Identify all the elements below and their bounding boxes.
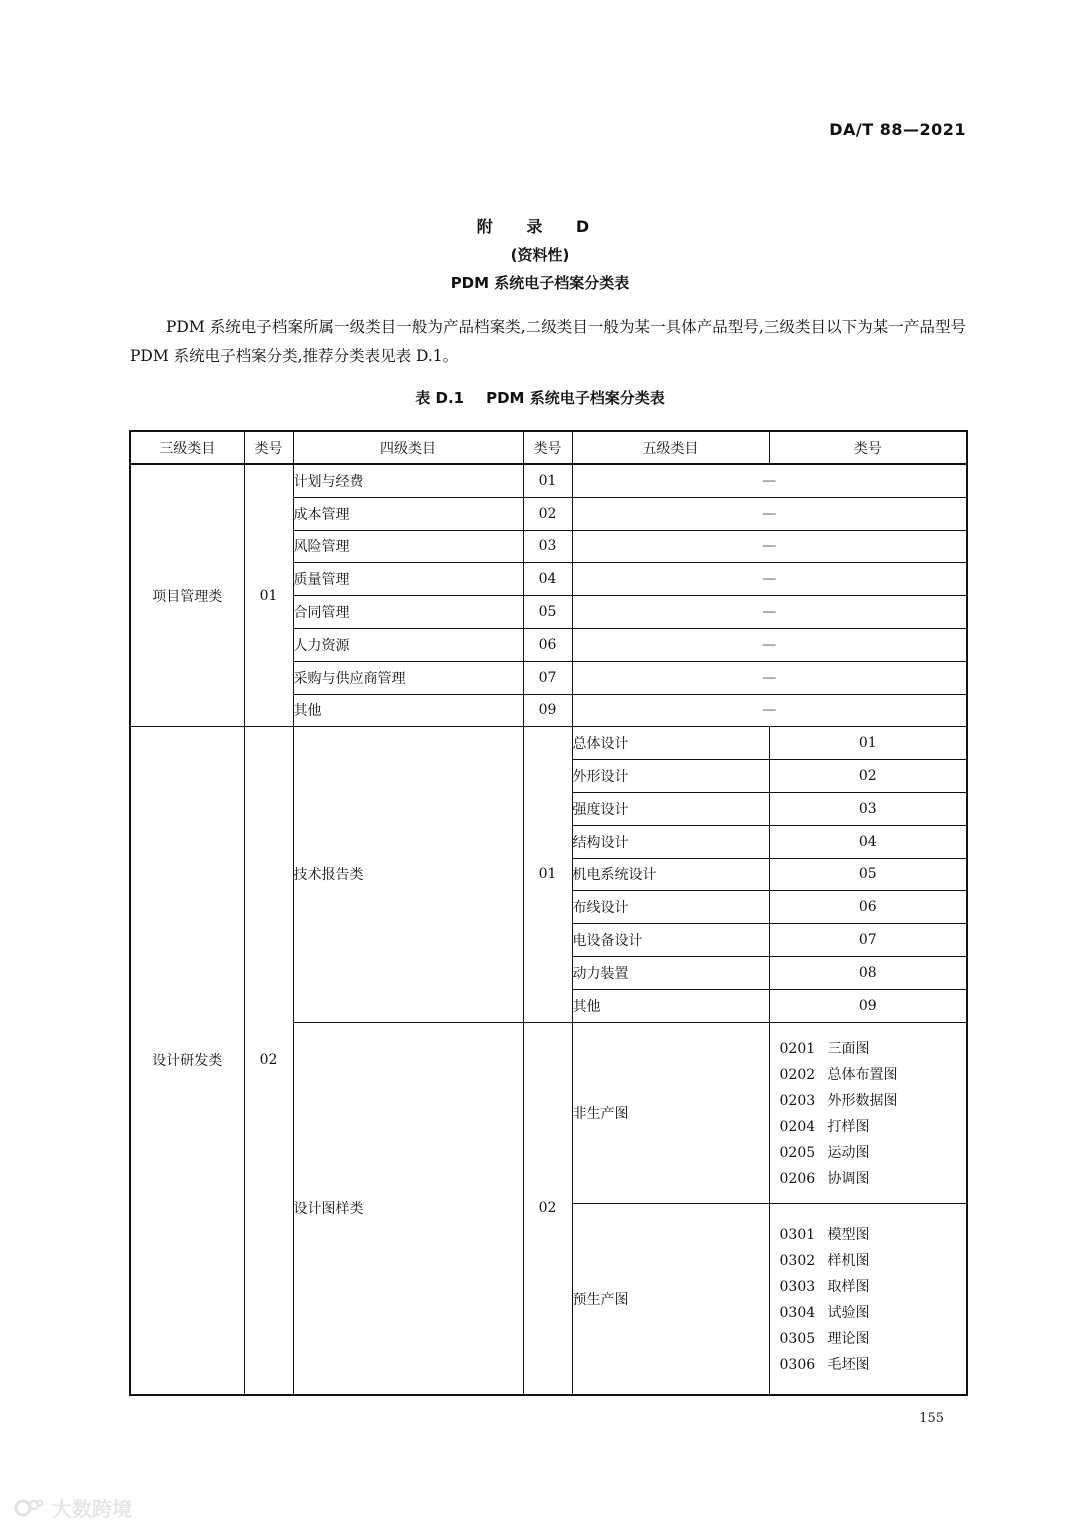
level4-name: 其他 — [293, 694, 523, 727]
document-code: DA/T 88—2021 — [829, 120, 966, 139]
appendix-nature: (资料性) — [510, 246, 570, 264]
level5-code: 07 — [769, 924, 967, 957]
level4-code: 09 — [523, 694, 572, 727]
drawing-code: 0202 — [779, 1066, 816, 1083]
table-row — [130, 464, 967, 497]
level4-code: 01 — [523, 464, 572, 497]
level5-name: 外形设计 — [572, 760, 769, 793]
level3-code: 02 — [244, 727, 293, 1395]
level5-name: 动力装置 — [572, 956, 769, 989]
drawing-code-name: 试验图 — [827, 1304, 870, 1321]
level5-code: 08 — [769, 956, 967, 989]
level4-name: 风险管理 — [293, 530, 523, 563]
level3-name: 项目管理类 — [130, 464, 244, 727]
level5-code: 06 — [769, 891, 967, 924]
level5-name: 结构设计 — [572, 825, 769, 858]
drawing-code: 0301 — [779, 1226, 816, 1243]
watermark — [14, 1493, 132, 1522]
drawing-code-name: 样机图 — [827, 1252, 870, 1269]
drawing-code-name: 总体布置图 — [827, 1066, 898, 1083]
drawing-code-name: 运动图 — [827, 1144, 870, 1161]
level4-code: 07 — [523, 661, 572, 694]
drawing-code-list — [769, 1022, 967, 1203]
page-number: 155 — [919, 1411, 944, 1426]
level4-code: 02 — [523, 497, 572, 530]
empty-dash: — — [572, 596, 967, 629]
table-caption-title: PDM 系统电子档案分类表 — [486, 389, 665, 407]
level5-code: 03 — [769, 792, 967, 825]
drawing-code-line — [780, 1274, 967, 1300]
intro-paragraph: PDM 系统电子档案所属一级类目一般为产品档案类,二级类目一般为某一具体产品型号,三级类目以下为某一产品型号 PDM 系统电子档案分类,推荐分类表见表 D.1。 — [130, 318, 966, 365]
level4-code: 03 — [523, 530, 572, 563]
empty-dash: — — [572, 694, 967, 727]
level5-name: 非生产图 — [572, 1022, 769, 1203]
drawing-code: 0302 — [779, 1252, 816, 1269]
header-code4: 类号 — [523, 431, 572, 464]
empty-dash: — — [572, 464, 967, 497]
header-code3: 类号 — [244, 431, 293, 464]
level4-name: 技术报告类 — [293, 727, 523, 1022]
drawing-code: 0205 — [779, 1144, 816, 1161]
header-code5: 类号 — [769, 431, 967, 464]
drawing-code: 0201 — [779, 1040, 816, 1057]
empty-dash: — — [572, 497, 967, 530]
level4-code: 04 — [523, 563, 572, 596]
drawing-code-line — [780, 1222, 967, 1248]
level5-code: 05 — [769, 858, 967, 891]
drawing-code: 0303 — [779, 1278, 816, 1295]
level5-name: 机电系统设计 — [572, 858, 769, 891]
level5-code: 01 — [769, 727, 967, 760]
drawing-code-name: 三面图 — [827, 1040, 870, 1057]
drawing-code-name: 理论图 — [827, 1330, 870, 1347]
table-header-row — [130, 431, 967, 464]
level5-name: 其他 — [572, 989, 769, 1022]
level4-name: 成本管理 — [293, 497, 523, 530]
drawing-code: 0203 — [779, 1092, 816, 1109]
drawing-code-name: 毛坯图 — [827, 1356, 870, 1373]
level4-name: 计划与经费 — [293, 464, 523, 497]
drawing-code-line — [780, 1062, 967, 1088]
drawing-code-line — [780, 1352, 967, 1378]
level4-code: 02 — [523, 1022, 572, 1395]
drawing-code-name: 打样图 — [827, 1118, 870, 1135]
drawing-code-line — [780, 1326, 967, 1352]
level5-code: 09 — [769, 989, 967, 1022]
drawing-code: 0306 — [779, 1356, 816, 1373]
drawing-code-line — [780, 1036, 967, 1062]
level5-name: 布线设计 — [572, 891, 769, 924]
drawing-code: 0206 — [779, 1170, 816, 1187]
header-level3: 三级类目 — [130, 431, 244, 464]
level5-name: 预生产图 — [572, 1203, 769, 1395]
drawing-code: 0204 — [779, 1118, 816, 1135]
drawing-code-line — [780, 1300, 967, 1326]
empty-dash: — — [572, 563, 967, 596]
drawing-code-list — [769, 1203, 967, 1395]
drawing-code-line — [780, 1114, 967, 1140]
drawing-code: 0305 — [779, 1330, 816, 1347]
drawing-code-name: 外形数据图 — [827, 1092, 898, 1109]
empty-dash: — — [572, 661, 967, 694]
watermark-logo-icon — [14, 1497, 44, 1519]
empty-dash: — — [572, 530, 967, 563]
level5-code: 02 — [769, 760, 967, 793]
header-level4: 四级类目 — [293, 431, 523, 464]
level4-name: 采购与供应商管理 — [293, 661, 523, 694]
drawing-code-line — [780, 1140, 967, 1166]
level4-name: 人力资源 — [293, 628, 523, 661]
level4-code: 06 — [523, 628, 572, 661]
table-caption — [0, 387, 1080, 408]
level4-name: 合同管理 — [293, 596, 523, 629]
table-caption-number: 表 D.1 — [415, 389, 465, 407]
header-level5: 五级类目 — [572, 431, 769, 464]
table-row — [130, 727, 967, 760]
level4-code: 01 — [523, 727, 572, 1022]
level4-code: 05 — [523, 596, 572, 629]
level5-name: 总体设计 — [572, 727, 769, 760]
drawing-code-line — [780, 1166, 967, 1192]
drawing-code-line — [780, 1088, 967, 1114]
level5-name: 电设备设计 — [572, 924, 769, 957]
level3-name: 设计研发类 — [130, 727, 244, 1395]
level4-name: 设计图样类 — [293, 1022, 523, 1395]
drawing-code-name: 取样图 — [827, 1278, 870, 1295]
drawing-code-name: 协调图 — [827, 1170, 870, 1187]
empty-dash: — — [572, 628, 967, 661]
drawing-code-name: 模型图 — [827, 1226, 870, 1243]
drawing-code: 0304 — [779, 1304, 816, 1321]
level3-code: 01 — [244, 464, 293, 727]
classification-table — [129, 430, 968, 1396]
drawing-code-line — [780, 1248, 967, 1274]
appendix-title: 附 录 D — [476, 217, 604, 236]
appendix-heading: PDM 系统电子档案分类表 — [450, 274, 630, 292]
level5-code: 04 — [769, 825, 967, 858]
watermark-text: 大数跨境 — [52, 1497, 132, 1521]
level5-name: 强度设计 — [572, 792, 769, 825]
level4-name: 质量管理 — [293, 563, 523, 596]
